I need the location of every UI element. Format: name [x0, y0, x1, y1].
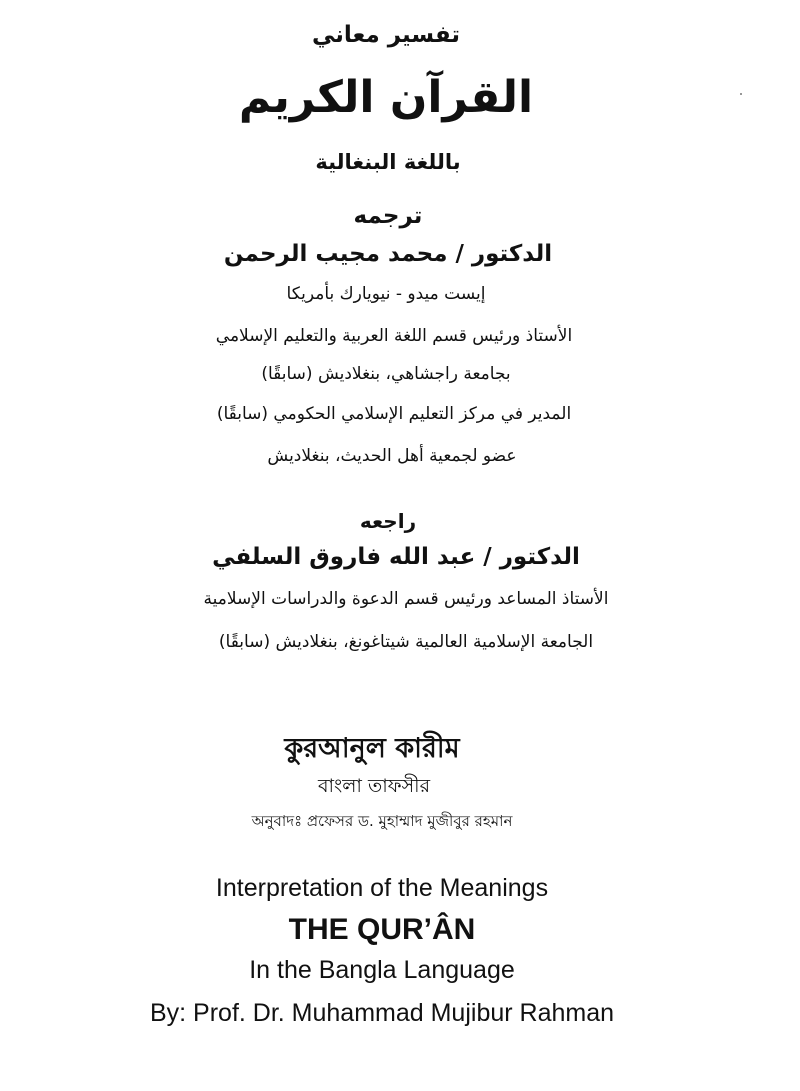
reviewed-by-label: راجعه [359, 509, 417, 533]
arabic-language-line: باللغة البنغالية [315, 150, 461, 174]
reviewer-line-2: الجامعة الإسلامية العالمية شيتاغونغ، بنغلاديش (سابقًا) [218, 632, 594, 652]
english-line-1: Interpretation of the Meanings [215, 874, 549, 902]
english-title: THE QUR’ÂN [288, 913, 476, 946]
bangla-translator: অনুবাদঃ প্রফেসর ড. মুহাম্মাদ মুজীবুর রহমান [251, 812, 513, 830]
quran-calligraphy: القرآن الكريم [238, 72, 534, 123]
reviewer-line-1: الأستاذ المساعد ورئيس قسم الدعوة والدراسات الإسلامية [203, 589, 609, 609]
reviewer-name-arabic: الدكتور / عبد الله فاروق السلفي [212, 544, 580, 570]
translator-name-arabic: الدكتور / محمد مجيب الرحمن [223, 241, 553, 267]
translator-line-2: بجامعة راجشاهي، بنغلاديش (سابقًا) [261, 364, 511, 384]
translated-by-label: ترجمه [353, 203, 423, 229]
bangla-subtitle: বাংলা তাফসীর [317, 775, 431, 797]
translator-line-4: عضو لجمعية أهل الحديث، بنغلاديش [267, 446, 517, 466]
bangla-title: কুরআনুল কারীম [284, 733, 460, 764]
arabic-header: تفسير معاني [311, 22, 461, 48]
translator-location: إيست ميدو - نيويارك بأمريكا [286, 284, 486, 304]
translator-line-3: المدير في مركز التعليم الإسلامي الحكومي (سابقًا) [216, 404, 572, 424]
english-by-line: By: Prof. Dr. Muhammad Mujibur Rahman [149, 999, 615, 1027]
english-line-3: In the Bangla Language [249, 956, 515, 984]
scan-speck [740, 93, 742, 95]
translator-line-1: الأستاذ ورئيس قسم اللغة العربية والتعليم الإسلامي [215, 326, 573, 346]
